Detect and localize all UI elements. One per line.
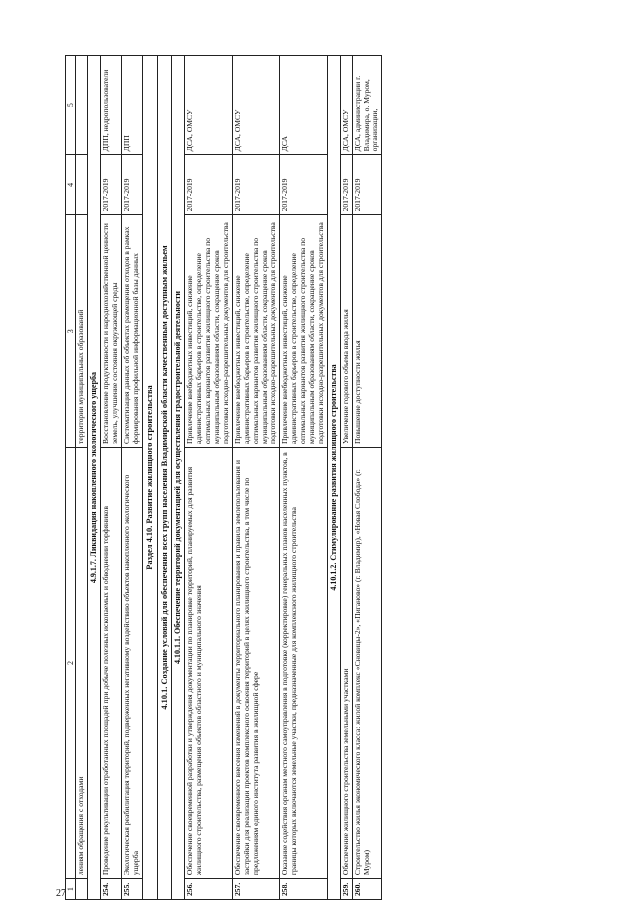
table-row [340, 56, 352, 900]
row-number: 259. [340, 879, 352, 900]
subsection-heading-row [172, 56, 184, 900]
row-result: Восстановление продуктивности и народнохозяйственной ценности земель, улучшение состояния окружающей среды [100, 215, 121, 448]
row-period: 2017-2019 [340, 155, 352, 215]
subsection-heading: 4.10.1.1. Обеспечение территорий документацией для осуществления градостроительной деятельности [172, 56, 184, 900]
row-executor: ДСА, ОМСУ [340, 56, 352, 155]
continuation-measure: лениям обращения с отходами [76, 447, 88, 878]
header-cell-1: 1 [66, 879, 76, 900]
continuation-row [76, 56, 88, 900]
row-measure: Строительство жилья экономического класса: жилой комплекс «Сновицы-2», «Пиганово» (г. Владимир), «Новая Слобода» (г. Муром) [352, 447, 382, 878]
row-result: Увеличение годового объема ввода жилья [340, 215, 352, 448]
section-heading-row [157, 56, 172, 900]
subsection-heading-row [328, 56, 340, 900]
row-number: 254. [100, 879, 121, 900]
rotated-sheet [65, 55, 625, 900]
header-cell-5: 5 [66, 56, 76, 155]
table-row [280, 56, 328, 900]
row-period: 2017-2019 [232, 155, 280, 215]
section-heading: Раздел 4.10. Развитие жилищного строительства [142, 56, 157, 900]
subsection-heading: 4.9.1.7. Ликвидация накопленного экологического ущерба [88, 56, 100, 900]
row-number: 255. [121, 879, 142, 900]
row-result: Привлечение внебюджетных инвестиций, снижение административных барьеров в строительстве, определение оптимальных вариантов развития жилищного строительства по муниципальным образованиям области, сокращение сроков подготовки исходно-разрешительных документов для строительства [184, 215, 232, 448]
row-result: Систематизация данных об объектах размещения отходов в рамках формирования профильной информационной базы данных [121, 215, 142, 448]
row-number: 256. [184, 879, 232, 900]
row-result: Привлечение внебюджетных инвестиций, снижение административных барьеров в строительстве, определение оптимальных вариантов развития жилищного строительства по муниципальным образованиям области, сокращение сроков подготовки исходно-разрешительных документов для строительства [280, 215, 328, 448]
row-executor: ДСА, администрации г. Владимира, о. Муром, организации, [352, 56, 382, 155]
table-row [352, 56, 382, 900]
row-executor: ДСА, ОМСУ [184, 56, 232, 155]
row-measure: Обеспечение жилищного строительства земельными участками [340, 447, 352, 878]
table-row [184, 56, 232, 900]
row-executor: ДПП [121, 56, 142, 155]
row-period: 2017-2019 [352, 155, 382, 215]
subsection-heading-row [88, 56, 100, 900]
row-measure: Проведение рекультивации отработанных площадей при добыче полезных ископаемых и обводнении торфяников [100, 447, 121, 878]
header-cell-2: 2 [66, 447, 76, 878]
header-cell-4: 4 [66, 155, 76, 215]
page-number: 27 [56, 888, 66, 899]
row-measure: Обеспечение своевременной разработки и утверждения документации по планировке территорий, планируемых для развития жилищного строительства, размещения объектов областного и муниципального значения [184, 447, 232, 878]
header-cell-3: 3 [66, 215, 76, 448]
row-result: Повышение доступности жилья [352, 215, 382, 448]
row-measure: Экологическая реабилитация территорий, подверженных негативному воздействию объектов накопленного экологического ущерба [121, 447, 142, 878]
row-number: 257. [232, 879, 280, 900]
section-heading-row [142, 56, 157, 900]
row-period: 2017-2019 [280, 155, 328, 215]
subsection-heading: 4.10.1.2. Стимулирование развития жилищного строительства [328, 56, 340, 900]
row-number: 258. [280, 879, 328, 900]
row-measure: Оказание содействия органам местного самоуправления в подготовке (корректировке) генеральных планов населенных пунктов, в границы которых включаются земельные участки, предназначенные для комплексного жилищного строительства [280, 447, 328, 878]
row-executor: ДСА [280, 56, 328, 155]
measures-table [65, 55, 382, 900]
row-period: 2017-2019 [121, 155, 142, 215]
row-result: Привлечение внебюджетных инвестиций, снижение административных барьеров в строительстве, определение оптимальных вариантов развития жилищного строительства по муниципальным образованиям области, сокращение сроков подготовки исходно-разрешительных документов для строительства [232, 215, 280, 448]
row-period: 2017-2019 [100, 155, 121, 215]
section-heading: 4.10.1. Создание условий для обеспечения всех групп населения Владимирской области качественным доступным жильем [157, 56, 172, 900]
row-period: 2017-2019 [184, 155, 232, 215]
continuation-result: территории муниципальных образований [76, 215, 88, 448]
table-row [232, 56, 280, 900]
row-executor: ДСА, ОМСУ [232, 56, 280, 155]
table-row [100, 56, 121, 900]
table-row [121, 56, 142, 900]
row-executor: ДПП, недропользователи [100, 56, 121, 155]
header-row [66, 56, 76, 900]
row-measure: Обеспечение своевременного внесения изменений в документы территориального планирования и правила землепользования и застройки для реализации проектов комплексного освоения территорий в целях жилищного строительства, в том числе по предложениям единого института развития в жилищной сфере [232, 447, 280, 878]
row-number: 260. [352, 879, 382, 900]
